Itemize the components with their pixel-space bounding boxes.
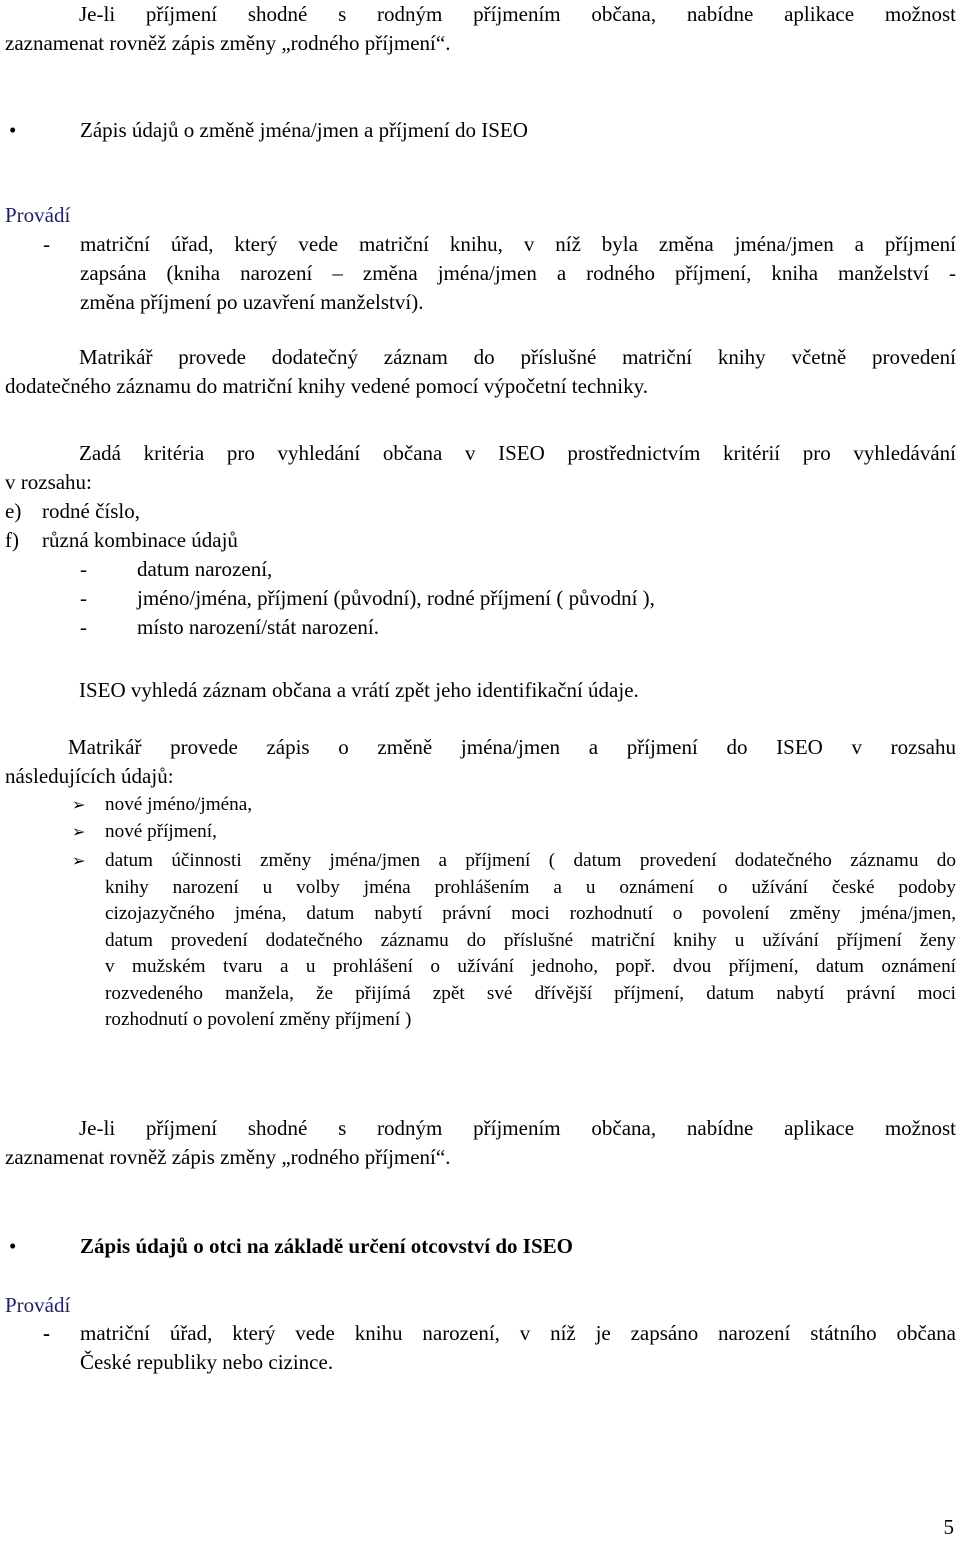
dash-marker: - xyxy=(43,1321,50,1345)
arrow-list-item xyxy=(5,792,956,819)
paragraph-line: Zadá kritéria pro vyhledání občana v ISEO prostřednictvím kritérií pro vyhledávání xyxy=(79,441,956,465)
item-line: nové příjmení, xyxy=(105,820,217,842)
section-heading-2 xyxy=(5,1232,956,1261)
paragraph-line: Je-li příjmení shodné s rodným příjmením občana, nabídne aplikace možnost xyxy=(79,1116,956,1140)
dash-marker: - xyxy=(80,615,87,639)
item-line: matriční úřad, který vede matriční knihu, v níž byla změna jména/jmen a příjmení xyxy=(80,232,956,256)
criteria-text: různá kombinace údajů xyxy=(42,528,238,552)
criteria-text: rodné číslo, xyxy=(42,499,140,523)
paragraph-line: Je-li příjmení shodné s rodným příjmením občana, nabídne aplikace možnost xyxy=(79,2,956,26)
criteria-item xyxy=(5,526,956,555)
sub-item xyxy=(5,584,956,613)
sub-item-text: datum narození, xyxy=(137,557,273,581)
paragraph-line: dodatečného záznamu do matriční knihy vedené pomocí výpočetní techniky. xyxy=(5,374,649,398)
paragraph-line: zaznamenat rovněž zápis změny „rodného příjmení“. xyxy=(5,31,451,55)
criteria-marker: f) xyxy=(5,528,19,552)
section-heading-1 xyxy=(5,116,956,145)
repeat-paragraph xyxy=(5,1114,956,1172)
provadi-label: Provádí xyxy=(5,203,71,227)
criteria-marker: e) xyxy=(5,499,22,523)
performer-item xyxy=(5,230,956,317)
paragraph-line: Matrikář provede dodatečný záznam do příslušné matriční knihy včetně provedení xyxy=(79,345,956,369)
provadi-label: Provádí xyxy=(5,1293,71,1317)
item-line: cizojazyčného jména, datum nabytí právní moci rozhodnutí o povolení změny jména/jmen, xyxy=(105,903,956,924)
paragraph-line: následujících údajů: xyxy=(5,764,174,788)
item-line: zapsána (kniha narození – změna jména/jmen a rodného příjmení, kniha manželství - xyxy=(80,261,956,285)
arrow-list xyxy=(5,792,956,1034)
section-title: Zápis údajů o změně jména/jmen a příjmení do ISEO xyxy=(80,118,528,142)
item-line: knihy narození u volby jména prohlášením a u oznámení o užívání české podoby xyxy=(105,876,956,898)
arrow-bullet-icon: ➢ xyxy=(72,821,86,841)
sub-item-text: jméno/jména, příjmení (původní), rodné příjmení ( původní ), xyxy=(137,586,655,610)
item-line: České republiky nebo cizince. xyxy=(80,1350,334,1374)
arrow-bullet-icon: ➢ xyxy=(72,851,86,870)
item-line: datum provedení dodatečného záznamu do příslušné matriční knihy u užívání příjmení ženy xyxy=(105,929,956,951)
sub-item xyxy=(5,613,956,642)
section-title: Zápis údajů o otci na základě určení otcovství do ISEO xyxy=(80,1234,573,1258)
arrow-list-item xyxy=(5,819,956,846)
item-line: změna příjmení po uzavření manželství). xyxy=(80,290,424,314)
performer-item xyxy=(5,1319,956,1377)
item-line: rozhodnutí o povolení změny příjmení ) xyxy=(105,1009,412,1030)
paragraph-dodatecny xyxy=(5,343,956,401)
intro-paragraph xyxy=(5,0,956,58)
dash-marker: - xyxy=(80,557,87,581)
item-line: rozvedeného manžela, že přijímá zpět své dřívější příjmení, datum nabytí právní moci xyxy=(105,982,956,1004)
paragraph-kriteria xyxy=(5,439,956,642)
arrow-list-item xyxy=(5,848,956,1034)
paragraph-line: Matrikář provede zápis o změně jména/jmen a příjmení do ISEO v rozsahu xyxy=(68,735,956,759)
sub-item xyxy=(5,555,956,584)
paragraph-zapis xyxy=(5,733,956,791)
bullet-icon: • xyxy=(9,118,17,142)
item-line: v mužském tvaru a u prohlášení o užívání jednoho, popř. dvou příjmení, datum oznámení xyxy=(105,956,956,977)
paragraph-line: v rozsahu: xyxy=(5,470,92,494)
item-line: matriční úřad, který vede knihu narození, v níž je zapsáno narození státního občana xyxy=(80,1321,956,1345)
iseo-result-line: ISEO vyhledá záznam občana a vrátí zpět jeho identifikační údaje. xyxy=(79,678,639,702)
arrow-bullet-icon: ➢ xyxy=(72,795,86,814)
criteria-item xyxy=(5,497,956,526)
dash-marker: - xyxy=(43,232,50,256)
sub-item-text: místo narození/stát narození. xyxy=(137,615,380,639)
paragraph-line: zaznamenat rovněž zápis změny „rodného příjmení“. xyxy=(5,1145,451,1169)
page-number: 5 xyxy=(943,1515,954,1539)
dash-marker: - xyxy=(80,586,87,610)
item-line: nové jméno/jména, xyxy=(105,794,253,815)
bullet-icon: • xyxy=(9,1234,17,1258)
item-line: datum účinnosti změny jména/jmen a příjmení ( datum provedení dodatečného záznamu do xyxy=(105,850,956,871)
